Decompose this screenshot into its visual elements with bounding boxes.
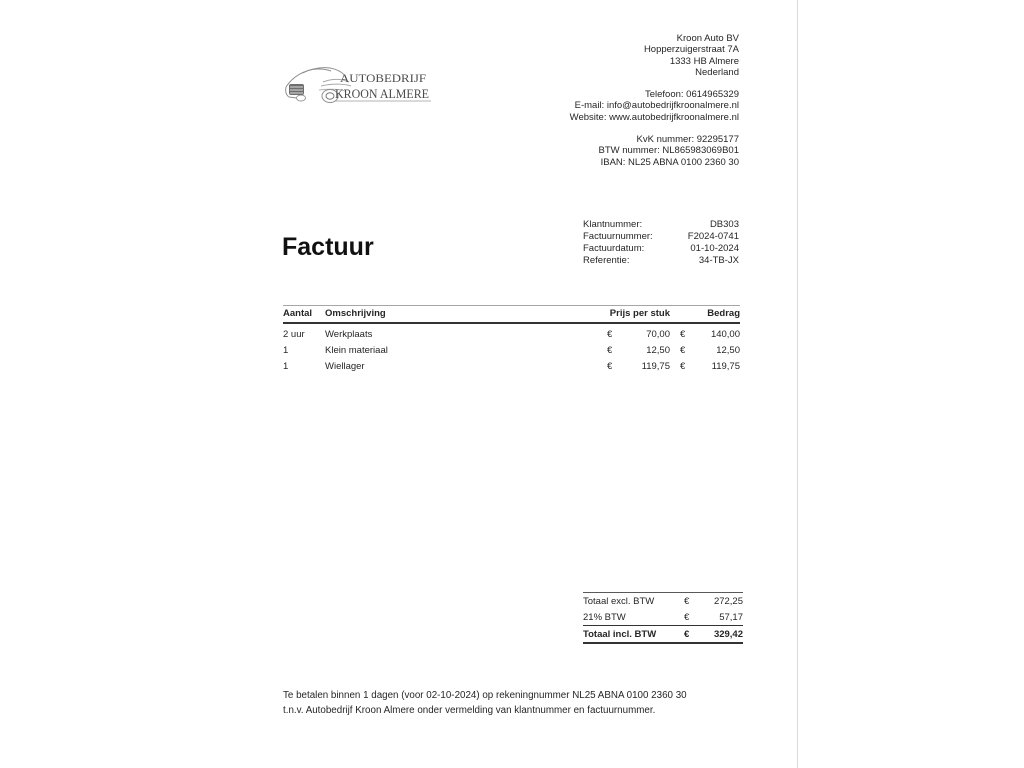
table-row: [283, 358, 740, 374]
col-header-omschrijving: Omschrijving: [325, 308, 386, 319]
cell-omschrijving: Wiellager: [325, 360, 365, 372]
meta-row-klantnummer: [583, 219, 739, 231]
cell-prijs: 119,75: [641, 360, 670, 372]
company-registration: [570, 134, 739, 168]
payment-terms: [283, 688, 687, 718]
cell-omschrijving: Klein materiaal: [325, 344, 388, 356]
company-kvk: KvK nummer: 92295177: [636, 134, 739, 146]
company-phone: Telefoon: 0614965329: [644, 89, 739, 101]
cell-bedrag: 140,00: [710, 328, 740, 340]
meta-row-factuurnummer: [583, 231, 739, 243]
company-name: Kroon Auto BV: [676, 33, 739, 44]
euro-sign: €: [680, 328, 686, 340]
company-country: Nederland: [695, 66, 739, 78]
company-website: Website: www.autobedrijfkroonalmere.nl: [569, 111, 739, 123]
logo-text-line1: AUTOBEDRIJF: [340, 71, 427, 85]
totals-row-btw: [583, 609, 743, 625]
invoice-meta-block: [583, 219, 739, 267]
meta-label: Factuurdatum:: [583, 243, 645, 254]
cell-omschrijving: Werkplaats: [325, 328, 373, 340]
company-email: E-mail: info@autobedrijfkroonalmere.nl: [574, 100, 739, 112]
meta-value: DB303: [709, 219, 739, 230]
cell-prijs: 12,50: [646, 344, 670, 356]
totals-label: Totaal excl. BTW: [583, 595, 655, 607]
invoice-title: Factuur: [282, 233, 374, 261]
euro-sign: €: [684, 628, 690, 640]
table-row: [283, 342, 740, 358]
cell-bedrag: 12,50: [716, 344, 740, 356]
page-edge-divider: [797, 0, 798, 768]
totals-value: 329,42: [713, 628, 743, 640]
payment-terms-line1: Te betalen binnen 1 dagen (voor 02-10-2024) op rekeningnummer NL25 ABNA 0100 2360 30: [283, 690, 687, 701]
meta-value: 34-TB-JX: [698, 255, 739, 266]
cell-bedrag: 119,75: [711, 360, 740, 372]
cell-aantal: 1: [283, 344, 289, 356]
company-address: [570, 33, 739, 78]
col-header-prijs-per-stuk: Prijs per stuk: [609, 308, 670, 319]
company-contact: [570, 89, 739, 123]
totals-label: 21% BTW: [583, 611, 626, 623]
meta-value: F2024-0741: [687, 231, 739, 242]
company-btw: BTW nummer: NL865983069B01: [598, 145, 739, 157]
table-header-row: [283, 305, 740, 324]
meta-label: Referentie:: [583, 255, 630, 266]
company-logo: [283, 57, 433, 105]
cell-aantal: 1: [283, 360, 289, 372]
cell-prijs: 70,00: [646, 328, 670, 340]
euro-sign: €: [607, 360, 613, 372]
col-header-aantal: Aantal: [283, 308, 313, 319]
totals-row-incl-btw: [583, 625, 743, 644]
line-items-table: [283, 305, 740, 374]
totals-value: 57,17: [719, 611, 743, 623]
euro-sign: €: [680, 344, 686, 356]
company-city: 1333 HB Almere: [669, 55, 739, 67]
totals-value: 272,25: [713, 595, 743, 607]
euro-sign: €: [680, 360, 686, 372]
meta-row-referentie: [583, 255, 739, 267]
logo-text-line2: KROON ALMERE: [335, 87, 430, 101]
meta-row-factuurdatum: [583, 243, 739, 255]
totals-label: Totaal incl. BTW: [583, 628, 657, 640]
euro-sign: €: [607, 344, 613, 356]
col-header-bedrag: Bedrag: [707, 308, 740, 319]
euro-sign: €: [607, 328, 613, 340]
meta-label: Klantnummer:: [583, 219, 643, 230]
table-body: [283, 324, 740, 374]
car-sketch-icon: [283, 57, 433, 105]
cell-aantal: 2 uur: [283, 328, 305, 340]
totals-table: [583, 592, 743, 644]
meta-label: Factuurnummer:: [583, 231, 653, 242]
company-info-block: [570, 33, 739, 179]
payment-terms-line2: t.n.v. Autobedrijf Kroon Almere onder vermelding van klantnummer en factuurnummer.: [283, 705, 656, 716]
table-row: [283, 326, 740, 342]
totals-row-excl-btw: [583, 593, 743, 609]
euro-sign: €: [684, 611, 690, 623]
euro-sign: €: [684, 595, 690, 607]
meta-value: 01-10-2024: [690, 243, 739, 254]
company-iban: IBAN: NL25 ABNA 0100 2360 30: [600, 156, 739, 168]
company-street: Hopperzuigerstraat 7A: [643, 44, 739, 56]
